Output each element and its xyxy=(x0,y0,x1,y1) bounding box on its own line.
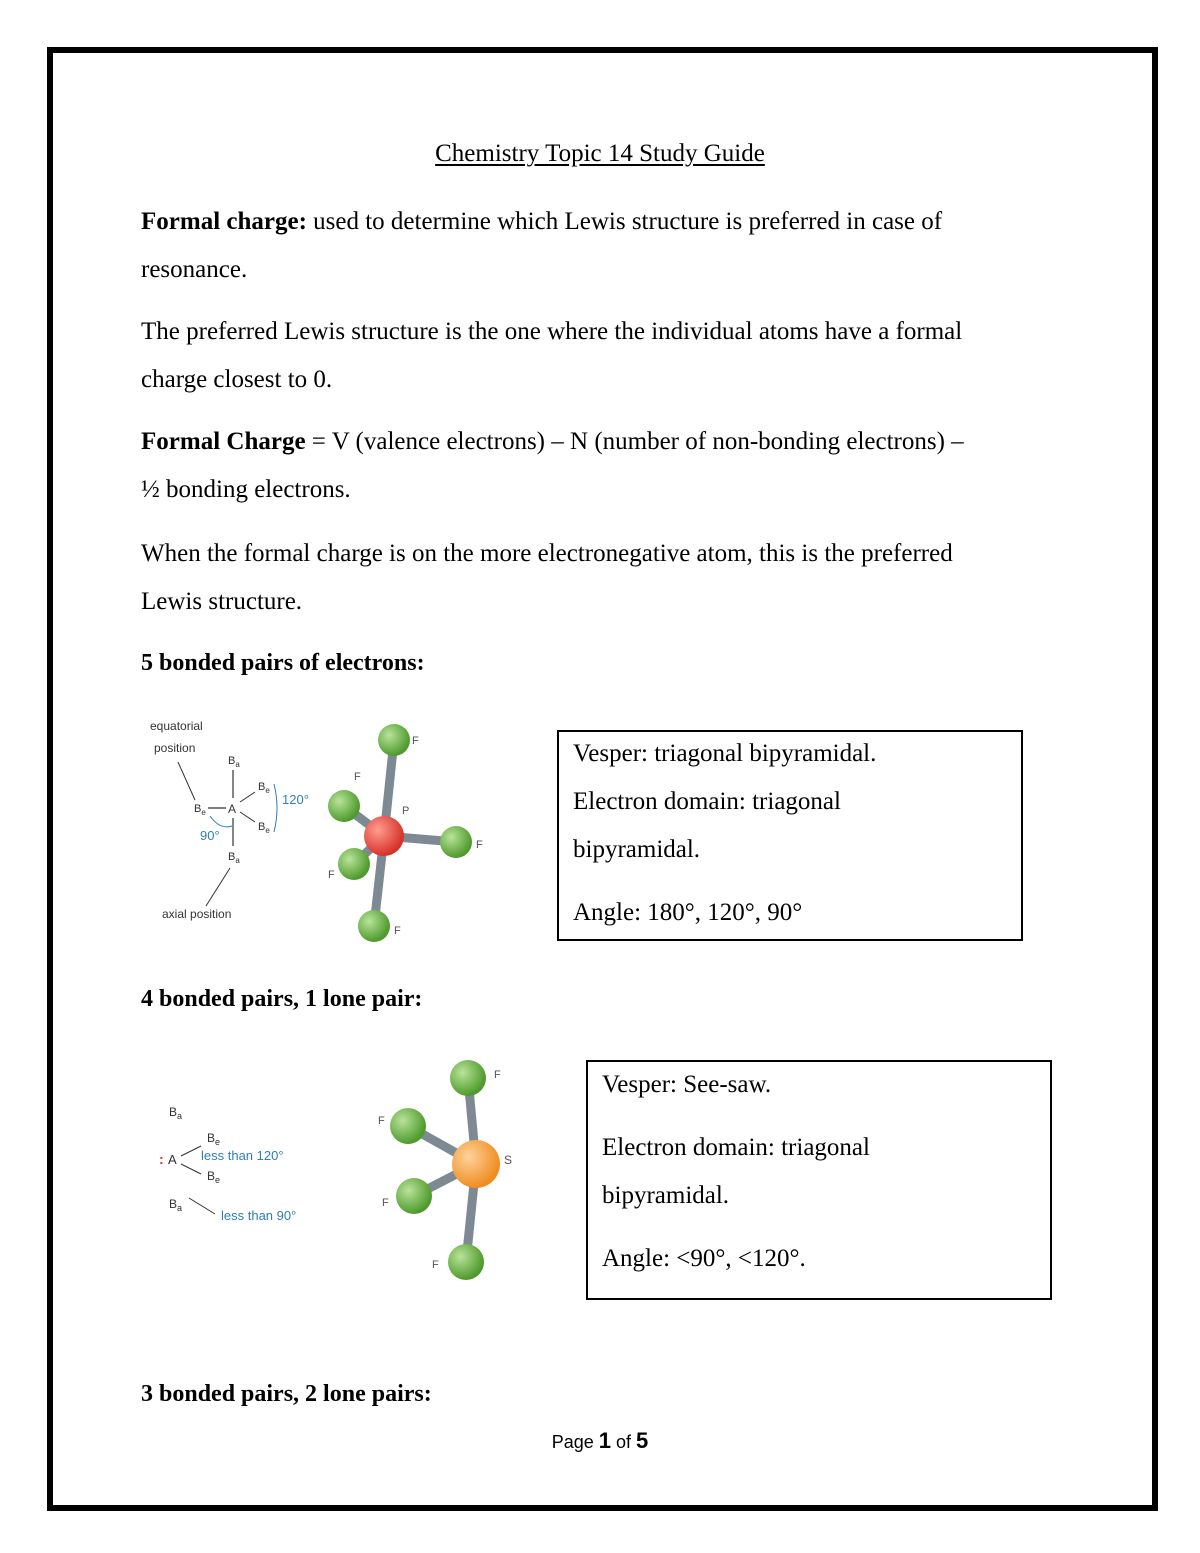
p-atom xyxy=(364,816,404,856)
tbp-domain-1: Electron domain: triagonal xyxy=(573,788,841,815)
preferred-structure-paragraph xyxy=(141,308,1061,404)
seesaw-schematic-diagram xyxy=(155,1098,335,1228)
electronegative-paragraph xyxy=(141,530,1061,626)
formal-charge-formula xyxy=(141,418,1061,514)
formula-term: Formal Charge xyxy=(141,428,306,455)
seesaw-lone-pair: : xyxy=(159,1151,164,1167)
f-label-right: F xyxy=(476,839,483,851)
central-atom-label: A xyxy=(228,802,237,816)
seesaw-f-label-lower-left: F xyxy=(382,1197,389,1209)
f-label-lower-left: F xyxy=(328,869,335,881)
less-than-90-label: less than 90° xyxy=(221,1208,297,1223)
electronegative-text-2: Lewis structure. xyxy=(141,588,303,615)
seesaw-f-label-bottom: F xyxy=(432,1259,439,1271)
f-label-bottom: F xyxy=(394,925,401,937)
section-heading-5-bonded: 5 bonded pairs of electrons: xyxy=(141,650,425,676)
seesaw-f-atom-bottom xyxy=(448,1244,484,1280)
tbp-angle: Angle: 180°, 120°, 90° xyxy=(573,899,803,926)
formal-charge-text-1: used to determine which Lewis structure is preferred in case of xyxy=(306,208,943,235)
footer-of-word: of xyxy=(616,1432,632,1452)
f-atom-left xyxy=(328,790,360,822)
electronegative-text-1: When the formal charge is on the more electronegative atom, this is the preferred xyxy=(141,540,953,567)
footer-current-page: 1 xyxy=(598,1428,611,1453)
seesaw-central-atom: A xyxy=(168,1152,177,1167)
preferred-text-1: The preferred Lewis structure is the one where the individual atoms have a formal xyxy=(141,318,963,345)
equatorial-position-label: position xyxy=(154,741,196,755)
seesaw-eq-upper-label: $B_e$ xyxy=(207,1131,221,1147)
tbp-schematic-diagram xyxy=(140,712,320,932)
seesaw-f-label-left: F xyxy=(378,1115,385,1127)
seesaw-f-atom-lower-left xyxy=(396,1178,432,1214)
f-atom-lower-left xyxy=(338,848,370,880)
axial-top-label: $B_a$ xyxy=(228,755,240,769)
seesaw-eq-lower-label: $B_e$ xyxy=(207,1169,221,1185)
formula-text-1: = V (valence electrons) – N (number of non-bonding electrons) – xyxy=(305,428,964,455)
s-label: S xyxy=(504,1153,513,1167)
axial-bottom-label: $B_a$ xyxy=(228,851,240,865)
section-heading-4-bonded: 4 bonded pairs, 1 lone pair: xyxy=(141,986,423,1012)
footer-total-pages: 5 xyxy=(636,1428,649,1453)
formula-text-2: ½ bonding electrons. xyxy=(141,476,351,503)
equatorial-upper-label: $B_e$ xyxy=(258,781,270,795)
section-heading-3-bonded: 3 bonded pairs, 2 lone pairs: xyxy=(141,1381,432,1407)
footer-page-word: Page xyxy=(551,1432,594,1452)
seesaw-f-atom-top xyxy=(450,1060,486,1096)
angle-90-label: 90° xyxy=(200,828,220,843)
seesaw-f-atom-left xyxy=(390,1108,426,1144)
pf5-ball-stick-model xyxy=(320,712,520,952)
formal-charge-term: Formal charge: xyxy=(141,208,307,235)
f-atom-top xyxy=(378,724,410,756)
tbp-info-box xyxy=(557,730,1023,941)
seesaw-vesper: Vesper: See-saw. xyxy=(602,1071,772,1098)
page-footer xyxy=(0,1428,1200,1454)
f-atom-bottom xyxy=(358,910,390,942)
page-title: Chemistry Topic 14 Study Guide xyxy=(435,140,765,167)
tbp-vesper: Vesper: triagonal bipyramidal. xyxy=(573,740,877,767)
f-label-left: F xyxy=(354,771,361,783)
seesaw-axial-bottom-label: $B_a$ xyxy=(169,1197,183,1213)
seesaw-axial-top-label: $B_a$ xyxy=(169,1105,183,1121)
equatorial-label: equatorial xyxy=(150,719,203,733)
axial-position-label: axial position xyxy=(162,907,232,921)
p-label: P xyxy=(402,805,410,817)
equatorial-lower-label: $B_e$ xyxy=(258,821,270,835)
s-atom xyxy=(452,1140,500,1188)
seesaw-domain-1: Electron domain: triagonal xyxy=(602,1134,870,1161)
preferred-text-2: charge closest to 0. xyxy=(141,366,333,393)
formal-charge-definition xyxy=(141,198,1061,294)
equatorial-left-label: $B_e$ xyxy=(194,803,206,817)
angle-120-label: 120° xyxy=(282,792,309,807)
seesaw-info-box xyxy=(586,1060,1052,1300)
formal-charge-text-2: resonance. xyxy=(141,256,248,283)
seesaw-domain-2: bipyramidal. xyxy=(602,1182,730,1209)
seesaw-f-label-top: F xyxy=(494,1069,501,1081)
f-atom-right xyxy=(440,826,472,858)
f-label-top: F xyxy=(412,735,419,747)
tbp-domain-2: bipyramidal. xyxy=(573,836,701,863)
seesaw-angle: Angle: <90°, <120°. xyxy=(602,1245,806,1272)
less-than-120-label: less than 120° xyxy=(201,1148,284,1163)
sf4-ball-stick-model xyxy=(370,1050,550,1290)
